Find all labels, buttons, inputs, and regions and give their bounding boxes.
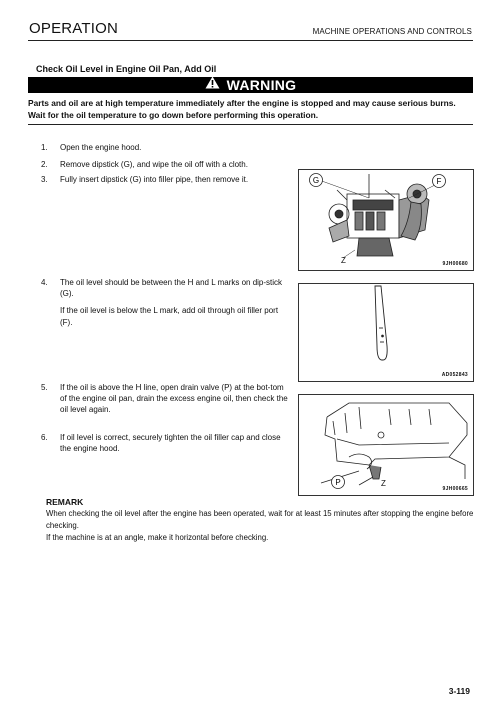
callout-label: P (335, 478, 341, 487)
step-number: 2. (41, 160, 48, 169)
step-number: 4. (41, 278, 48, 287)
step-text: If the oil is above the H line, open drain valve (P) at the bot-tom of the engine oil pan, drain the excess engine oil, then check the oil level again. (60, 383, 288, 415)
warning-text: Parts and oil are at high temperature immediately after the engine is stopped and may cause serious burns. Wait for the oil temperature to go down before performing this operation. (28, 98, 456, 120)
step-text: Remove dipstick (G), and wipe the oil off with a cloth. (60, 160, 248, 169)
callout-label: F (436, 177, 442, 186)
step-number: 3. (41, 175, 48, 184)
step-item (41, 382, 291, 416)
callout-circle (308, 172, 324, 188)
step-item (41, 432, 291, 454)
warning-banner (28, 77, 473, 93)
callout-label: G (312, 176, 320, 185)
step-text: Open the engine hood. (60, 143, 142, 152)
step-number: 1. (41, 143, 48, 152)
step-text: The oil level should be between the H and L marks on dip-stick (G). (60, 278, 283, 299)
step-number: 6. (41, 433, 48, 442)
warning-divider (28, 124, 473, 125)
step-number: 5. (41, 383, 48, 392)
oil-pan-figure (298, 394, 474, 496)
chapter-title: MACHINE OPERATIONS AND CONTROLS (312, 27, 472, 36)
dipstick-illustration (299, 284, 473, 381)
figure-code: 9JH00680 (442, 261, 468, 267)
callout-label: Z (381, 479, 386, 488)
step-text: If oil level is correct, securely tighten the oil filler cap and close the engine hood. (60, 433, 281, 454)
dipstick-figure (298, 283, 474, 382)
remark-body (46, 508, 476, 544)
page-title: OPERATION (29, 20, 119, 37)
remark-line: If the machine is at an angle, make it horizontal before checking. (46, 533, 269, 542)
step-item (41, 277, 291, 334)
section-title: Check Oil Level in Engine Oil Pan, Add Oil (36, 64, 217, 74)
engine-figure (298, 169, 474, 271)
step-text: Fully insert dipstick (G) into filler pipe, then remove it. (60, 175, 249, 184)
oil-pan-illustration (299, 395, 473, 495)
warning-label: WARNING (226, 77, 297, 93)
step-note: If the oil level is below the L mark, add oil through oil filler port (F). (60, 306, 279, 327)
remark-title: REMARK (46, 497, 84, 507)
warning-triangle-icon (205, 76, 220, 94)
step-body (60, 277, 291, 334)
figure-code: AD052843 (441, 372, 468, 378)
step-item (41, 159, 291, 170)
figure-code: 9JH00665 (442, 486, 468, 492)
remark-line: When checking the oil level after the engine has been operated, wait for at least 15 minutes after stopping the engine before checking. (46, 509, 474, 530)
page-number: 3-119 (448, 686, 470, 696)
step-item (41, 174, 291, 185)
header-divider (28, 40, 473, 41)
callout-circle (431, 173, 447, 189)
callout-label: Z (341, 256, 346, 265)
callout-circle (330, 474, 346, 490)
step-item (41, 142, 291, 153)
